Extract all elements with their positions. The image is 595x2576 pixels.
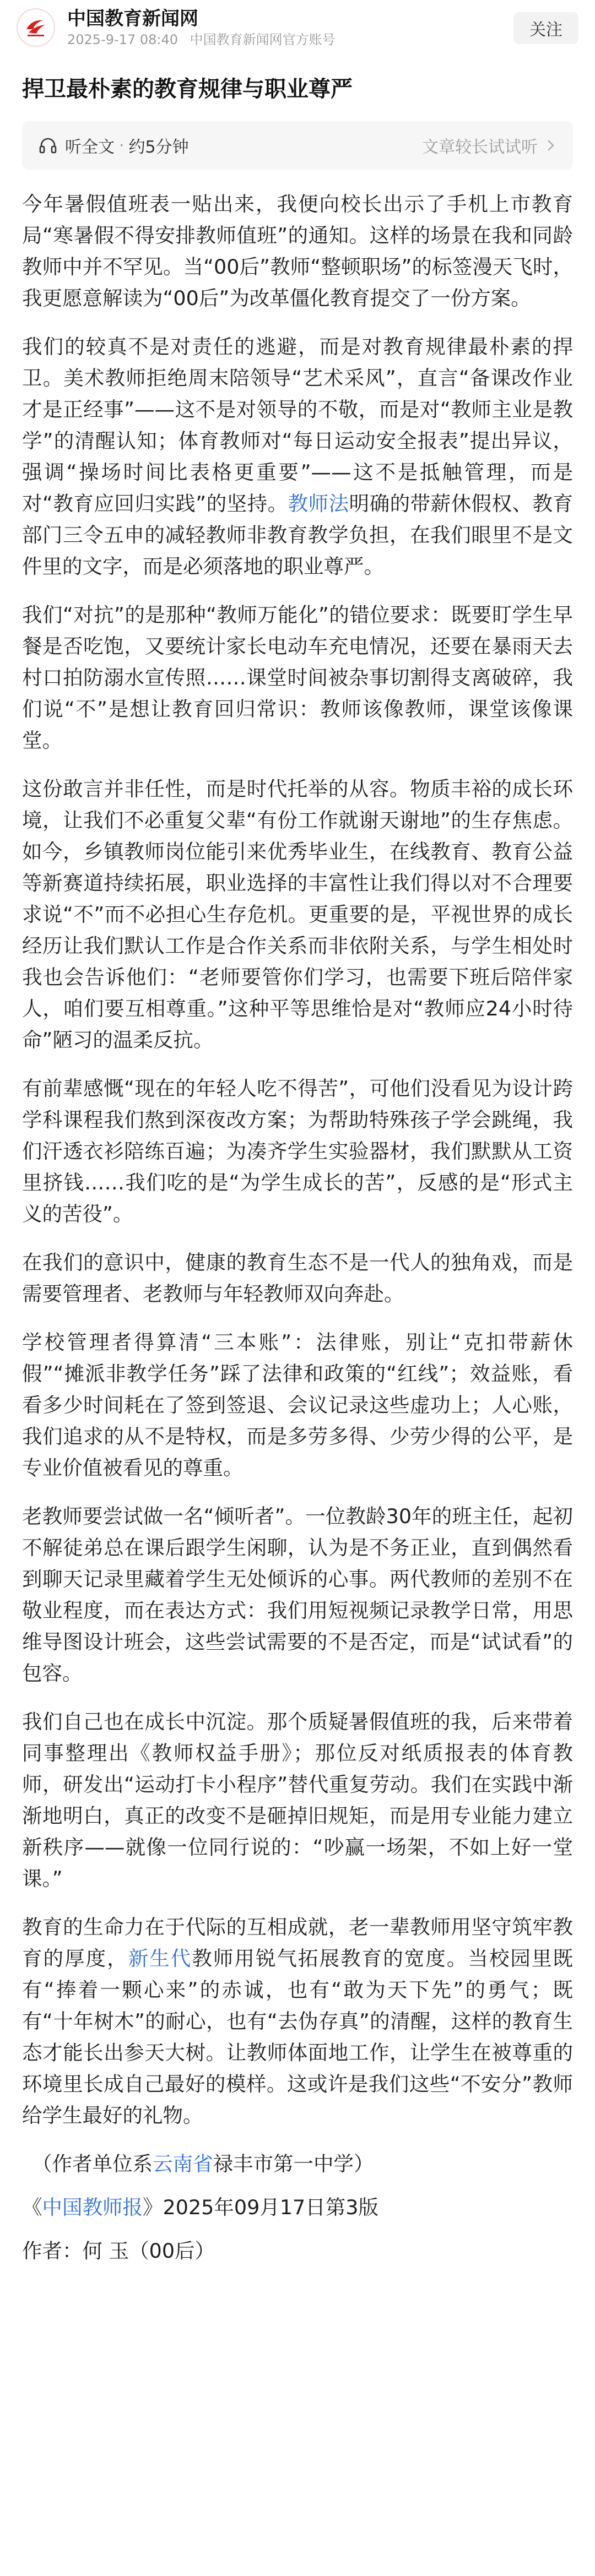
text-run: 我们的较真不是对责任的逃避，而是对教育规律最朴素的捍卫。美术教师拒绝周末陪领导“艺术采风”，直言“备课改作业才是正经事”——这不是对领导的不敬，而是对“教师主业是教学”的清醒认知；体育教师对“每日运动安全报表”提出异议，强调“操场时间比表格更重要”——这不是抵触管理，而是对“教育应回归实践”的坚持。 xyxy=(22,335,573,515)
publish-date: 2025-9-17 08:40 xyxy=(67,32,178,47)
inline-link[interactable]: 新生代 xyxy=(128,1947,192,1970)
account-avatar[interactable] xyxy=(17,8,55,47)
headphone-icon xyxy=(39,136,57,155)
inline-link[interactable]: 云南省 xyxy=(153,2152,213,2176)
inline-link[interactable]: 教师法 xyxy=(288,492,349,515)
inline-link[interactable]: 中国教师报 xyxy=(42,2195,143,2219)
article-body xyxy=(22,188,573,2267)
text-run: 有前辈感慨“现在的年轻人吃不得苦”，可他们没看见为设计跨学科课程我们熬到深夜改方案；为帮助特殊孩子学会跳绳，我们汗透衣衫陪练百遍；为凑齐学生实验器材，我们默默从工资里挤钱……我们吃的是“为学生成长的苦”，反感的是“形式主义的苦役”。 xyxy=(22,1077,573,1226)
listen-label: 听全文 xyxy=(65,138,115,157)
article-paragraph xyxy=(22,331,573,582)
text-run: 《 xyxy=(22,2195,42,2219)
account-source: 中国教育新闻网官方账号 xyxy=(190,32,336,47)
source-line xyxy=(22,2192,573,2223)
listen-duration: 约5分钟 xyxy=(128,138,189,157)
chevron-right-icon xyxy=(545,137,556,154)
account-name[interactable]: 中国教育新闻网 xyxy=(67,8,198,30)
text-run: 我们自己也在成长中沉淀。那个质疑暑假值班的我，后来带着同事整理出《教师权益手册》；那位反对纸质报表的体育教师，研发出“运动打卡小程序”替代重复劳动。我们在实践中渐渐地明白，真正的改变不是砸掉旧规矩，而是用专业能力建立新秩序——就像一位同行说的：“吵赢一场架，不如上好一堂课。” xyxy=(22,1710,573,1890)
account-meta xyxy=(67,31,343,48)
listen-separator: · xyxy=(119,135,125,155)
text-run: 老教师要尝试做一名“倾听者”。一位教龄30年的班主任，起初不解徒弟总在课后跟学生闲聊，认为是不务正业，直到偶然看到聊天记录里藏着学生无处倾诉的心事。两代教师的差别不在敬业程度，而在表达方式：我们用短视频记录教学日常，用思维导图设计班会，这些尝试需要的不是否定，而是“试试看”的包容。 xyxy=(22,1504,573,1685)
text-run: （作者单位系 xyxy=(32,2152,153,2176)
article-paragraph xyxy=(22,1706,573,1894)
article-paragraph xyxy=(22,1073,573,1230)
text-run: 我们“对抗”的是那种“教师万能化”的错位要求：既要盯学生早餐是否吃饱，又要统计家长电动车充电情况，还要在暴雨天去村口拍防溺水宣传照……课堂时间被杂事切割得支离破碎，我们说“不”是想让教育回归常识：教师该像教师，课堂该像课堂。 xyxy=(22,603,573,752)
text-run: 这份敢言并非任性，而是时代托举的从容。物质丰裕的成长环境，让我们不必重复父辈“有份工作就谢天谢地”的生存焦虑。如今，乡镇教师岗位能引来优秀毕业生，在线教育、教育公益等新赛道持续拓展，职业选择的丰富性让我们得以对不合理要求说“不”而不必担心生存危机。更重要的是，平视世界的成长经历让我们默认工作是合作关系而非依附关系，与学生相处时我也会告诉他们：“老师要管你们学习，也需要下班后陪伴家人，咱们要互相尊重。”这种平等思维恰是对“教师应24小时待命”陋习的温柔反抗。 xyxy=(22,777,573,1052)
article-paragraph xyxy=(22,1327,573,1483)
text-run: 禄丰市第一中学） xyxy=(213,2152,374,2176)
text-run: 教师用锐气拓展教育的宽度。当校园里既有“捧着一颗心来”的赤诚，也有“敢为天下先”的勇气；既有“十年树木”的耐心，也有“去伪存真”的清醒，这样的教育生态才能长出参天大树。让教师体面地工作，让学生在被尊重的环境里长成自己最好的模样。这或许是我们这些“不安分”教师给学生最好的礼物。 xyxy=(22,1947,574,2127)
follow-button[interactable]: 关注 xyxy=(513,12,578,44)
article-header xyxy=(0,0,595,55)
article-paragraph xyxy=(22,773,573,1056)
article-paragraph xyxy=(22,1911,573,2131)
article-title: 捍卫最朴素的教育规律与职业尊严 xyxy=(22,77,353,102)
account-info xyxy=(67,7,343,48)
text-run: 明确的带薪休假权、教育部门三令五申的减轻教师非教育教学负担，在我们眼里不是文件里的文字，而是必须落地的职业尊严。 xyxy=(22,492,574,578)
china-education-news-logo-icon xyxy=(21,13,51,42)
article-paragraph xyxy=(22,1247,573,1309)
article-paragraph xyxy=(22,599,573,756)
article-paragraph xyxy=(22,1501,573,1689)
text-run: 》2025年09月17日第3版 xyxy=(143,2195,379,2219)
author-line: 作者：何 玉（00后） xyxy=(22,2239,215,2263)
article-paragraph xyxy=(22,188,573,314)
author-affiliation xyxy=(22,2148,573,2180)
text-run: 今年暑假值班表一贴出来，我便向校长出示了手机上市教育局“寒暑假不得安排教师值班”的通知。这样的场景在我和同龄教师中并不罕见。当“00后”教师“整顿职场”的标签漫天飞时，我更愿意解读为“00后”为改革僵化教育提交了一份方案。 xyxy=(22,192,573,310)
text-run: 教育的生命力在于代际的互相成就，老一辈教师用坚守筑牢教育的厚度， xyxy=(22,1915,573,1970)
listen-hint: 文章较长试试听 xyxy=(422,138,538,157)
text-run: 在我们的意识中，健康的教育生态不是一代人的独角戏，而是需要管理者、老教师与年轻教师双向奔赴。 xyxy=(22,1251,573,1306)
listen-bar[interactable] xyxy=(22,121,573,170)
text-run: 学校管理者得算清“三本账”：法律账，别让“克扣带薪休假”“摊派非教学任务”踩了法律和政策的“红线”；效益账，看看多少时间耗在了签到签退、会议记录这些虚功上；人心账，我们追求的从不是特权，而是多劳多得、少劳少得的公平，是专业价值被看见的尊重。 xyxy=(22,1330,573,1480)
